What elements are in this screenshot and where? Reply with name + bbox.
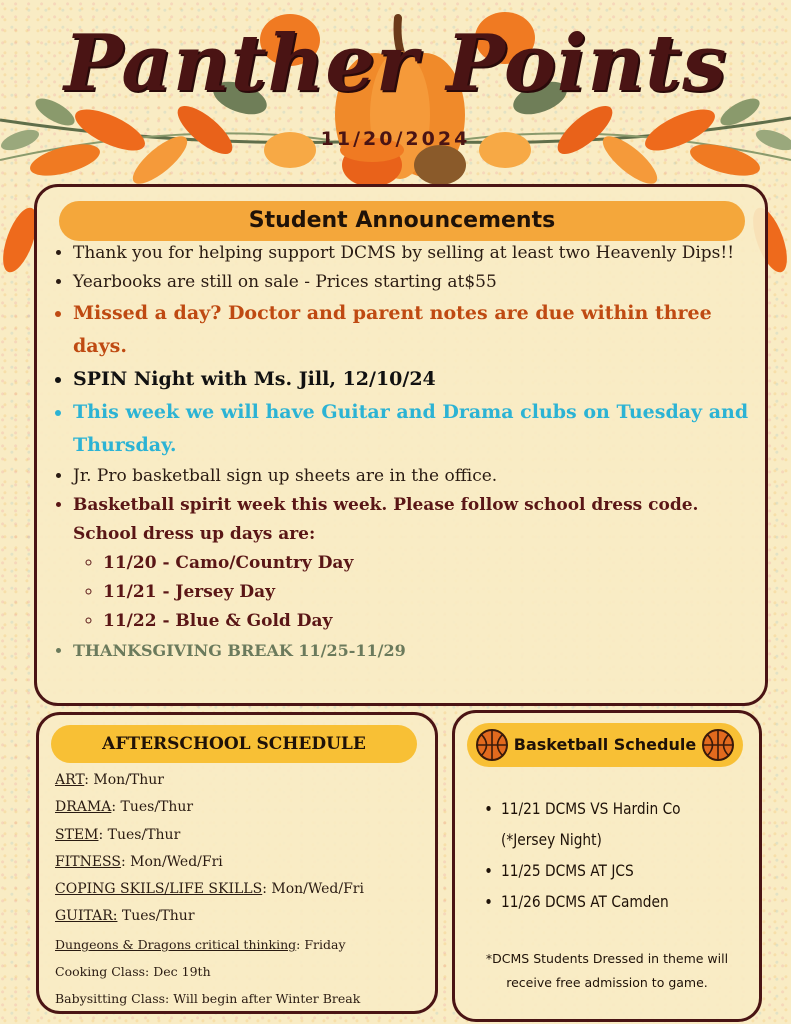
game-item: • 11/26 DCMS AT Camden	[501, 886, 725, 917]
game-item: • 11/25 DCMS AT JCS	[501, 855, 725, 886]
game-item: • 11/21 DCMS VS Hardin Co (*Jersey Night)	[501, 793, 725, 855]
basketball-icon	[701, 728, 735, 762]
dress-day-item: ◦ 11/21 - Jersey Day	[103, 578, 763, 607]
club-days: Tues/Thur	[117, 908, 195, 925]
schedule-row	[55, 767, 425, 794]
club-name: STEM	[55, 826, 99, 843]
club-name: COPING SKILS/LIFE SKILLS	[55, 881, 263, 898]
club-days: : Mon/Wed/Fri	[121, 853, 223, 870]
spirit-week-text: Basketball spirit week this week. Please follow school dress code. School dress up days are:	[73, 495, 699, 544]
afterschool-list	[55, 767, 425, 1013]
club-days: : Tues/Thur	[111, 799, 194, 816]
announcement-yearbooks: • Yearbooks are still on sale - Prices starting at$55	[73, 268, 763, 297]
schedule-row	[55, 822, 425, 849]
club-name: GUITAR:	[55, 908, 118, 925]
dress-day-item: ◦ 11/22 - Blue & Gold Day	[103, 607, 763, 636]
cooking-class: Cooking Class: Dec 19th	[55, 964, 211, 980]
club-days: : Mon/Thur	[84, 772, 164, 788]
student-announcements-panel	[34, 184, 768, 706]
dress-days-list	[73, 549, 763, 636]
club-days: : Mon/Wed/Fri	[262, 881, 364, 898]
schedule-row	[55, 876, 425, 903]
announcement-thanksgiving: • THANKSGIVING BREAK 11/25-11/29	[73, 636, 763, 665]
club-name: Dungeons & Dragons critical thinking	[55, 936, 297, 952]
schedule-row	[55, 903, 425, 930]
basketball-icon	[475, 728, 509, 762]
dress-day-item: ◦ 11/20 - Camo/Country Day	[103, 549, 763, 578]
announcement-spin-night: • SPIN Night with Ms. Jill, 12/10/24	[73, 363, 763, 396]
newsletter-date: 11/20/2024	[320, 128, 471, 150]
basketball-heading: Basketball Schedule	[513, 735, 697, 754]
announcements-heading: Student Announcements	[59, 201, 745, 241]
announcement-jr-pro: • Jr. Pro basketball sign up sheets are in the office.	[73, 462, 763, 491]
club-name: DRAMA	[55, 799, 112, 816]
babysitting-class: Babysitting Class: Will begin after Winter Break	[55, 991, 361, 1007]
announcement-missed-day: • Missed a day? Doctor and parent notes are due within three days.	[73, 297, 763, 363]
club-days: : Friday	[296, 936, 346, 952]
schedule-row	[55, 931, 425, 958]
basketball-schedule-panel	[452, 710, 762, 1022]
afterschool-schedule-panel	[36, 712, 438, 1014]
admission-note: *DCMS Students Dressed in theme will receive free admission to game.	[485, 951, 729, 990]
games-list	[477, 793, 761, 917]
club-name: FITNESS	[55, 853, 121, 870]
club-days: : Tues/Thur	[98, 826, 181, 843]
announcement-heavenly-dips: • Thank you for helping support DCMS by selling at least two Heavenly Dips!!	[73, 239, 763, 268]
announcement-clubs: • This week we will have Guitar and Drama clubs on Tuesday and Thursday.	[73, 396, 763, 462]
schedule-row	[55, 849, 425, 876]
basketball-heading-pill	[467, 723, 743, 767]
announcements-list	[49, 239, 763, 665]
club-name: ART	[55, 772, 85, 788]
newsletter-title: Panther Points	[63, 18, 728, 109]
schedule-row	[55, 794, 425, 821]
afterschool-heading: AFTERSCHOOL SCHEDULE	[51, 725, 417, 763]
announcement-spirit-week	[73, 491, 763, 636]
